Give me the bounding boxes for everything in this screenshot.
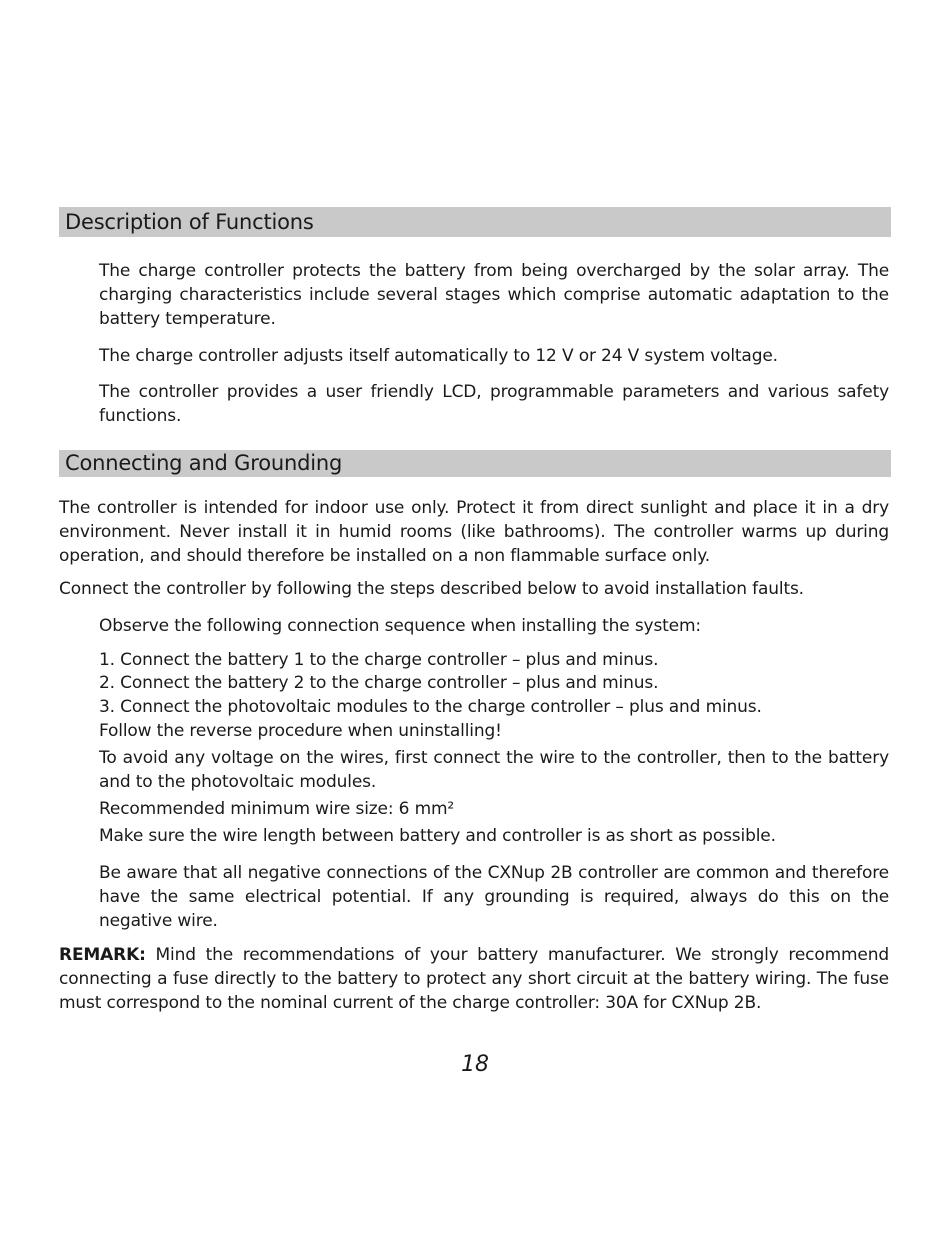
grounding-intro-paragraph: The controller is intended for indoor use only. Protect it from direct sunlight and place it in a dry environment. Never install it in humid rooms (like bathrooms). The controller warms up during operation, and should therefore be installed on a non flammable surface only. — [59, 498, 889, 566]
page-number: 18 — [461, 1052, 489, 1077]
section-title: Description of Functions — [65, 210, 314, 234]
remark-text: Mind the recommendations of your battery manufacturer. We strongly recommend connecting a fuse directly to the battery to protect any short circuit at the battery wiring. The fuse must correspond to the nominal current of the charge controller: 30A for CXNup 2B. — [59, 945, 889, 1013]
grounding-connect-paragraph: Connect the controller by following the steps described below to avoid installation faults. — [59, 579, 804, 599]
reverse-procedure-note: Follow the reverse procedure when uninstalling! — [99, 721, 502, 741]
negative-connections-note: Be aware that all negative connections of the CXNup 2B controller are common and therefore have the same electrical potential. If any grounding is required, always do this on the negative wire. — [99, 863, 889, 931]
wire-size-note: Recommended minimum wire size: 6 mm² — [99, 799, 455, 819]
step-2: 2. Connect the battery 2 to the charge controller – plus and minus. — [99, 673, 659, 693]
section-title: Connecting and Grounding — [65, 451, 343, 475]
step-3: 3. Connect the photovoltaic modules to the charge controller – plus and minus. — [99, 697, 762, 717]
remark-label: REMARK: — [59, 945, 146, 965]
functions-paragraph-2: The charge controller adjusts itself automatically to 12 V or 24 V system voltage. — [99, 346, 778, 366]
sequence-intro: Observe the following connection sequence when installing the system: — [99, 616, 701, 636]
section-heading-grounding — [59, 450, 891, 477]
section-heading-functions — [59, 207, 891, 237]
remark-paragraph — [59, 943, 889, 1015]
wire-voltage-note: To avoid any voltage on the wires, first connect the wire to the controller, then to the battery and to the photovoltaic modules. — [99, 748, 889, 792]
functions-paragraph-3: The controller provides a user friendly LCD, programmable parameters and various safety functions. — [99, 382, 889, 426]
wire-length-note: Make sure the wire length between battery and controller is as short as possible. — [99, 826, 776, 846]
functions-paragraph-1: The charge controller protects the battery from being overcharged by the solar array. The charging characteristics include several stages which comprise automatic adaptation to the battery temperature. — [99, 261, 889, 329]
step-1: 1. Connect the battery 1 to the charge controller – plus and minus. — [99, 650, 659, 670]
